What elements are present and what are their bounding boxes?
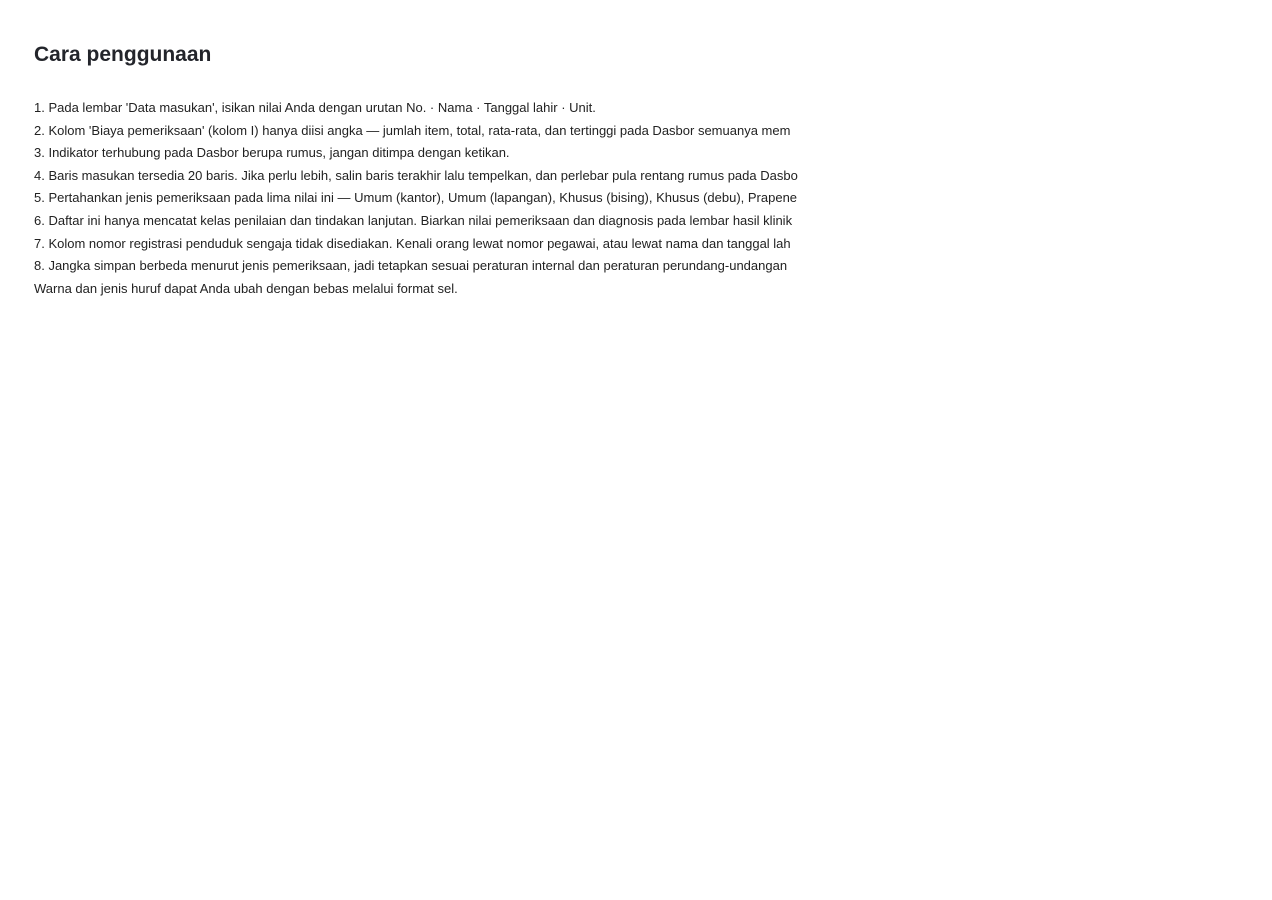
instruction-step-5: 5. Pertahankan jenis pemeriksaan pada lima nilai ini — Umum (kantor), Umum (lapangan), Khusus (bising), Khusus (debu), Prapene [34, 190, 798, 206]
footer-note: Warna dan jenis huruf dapat Anda ubah dengan bebas melalui format sel. [34, 280, 458, 296]
page-title: Cara penggunaan [34, 43, 212, 66]
instruction-step-3: 3. Indikator terhubung pada Dasbor berupa rumus, jangan ditimpa dengan ketikan. [34, 145, 510, 161]
instruction-step-8: 8. Jangka simpan berbeda menurut jenis pemeriksaan, jadi tetapkan sesuai peraturan internal dan peraturan perundang-undangan [34, 258, 788, 274]
instruction-step-4: 4. Baris masukan tersedia 20 baris. Jika perlu lebih, salin baris terakhir lalu tempelkan, dan perlebar pula rentang rumus pada Dasbo [34, 167, 798, 183]
instruction-step-6: 6. Daftar ini hanya mencatat kelas penilaian dan tindakan lanjutan. Biarkan nilai pemeriksaan dan diagnosis pada lembar hasil klinik [34, 212, 793, 228]
instruction-step-2: 2. Kolom 'Biaya pemeriksaan' (kolom I) hanya diisi angka — jumlah item, total, rata-rata, dan tertinggi pada Dasbor semuanya mem [34, 122, 791, 138]
instruction-step-7: 7. Kolom nomor registrasi penduduk sengaja tidak disediakan. Kenali orang lewat nomor pegawai, atau lewat nama dan tanggal lah [34, 235, 791, 251]
instruction-list [34, 97, 838, 300]
instruction-step-1: 1. Pada lembar 'Data masukan', isikan nilai Anda dengan urutan No. · Nama · Tanggal lahir · Unit. [34, 100, 596, 115]
